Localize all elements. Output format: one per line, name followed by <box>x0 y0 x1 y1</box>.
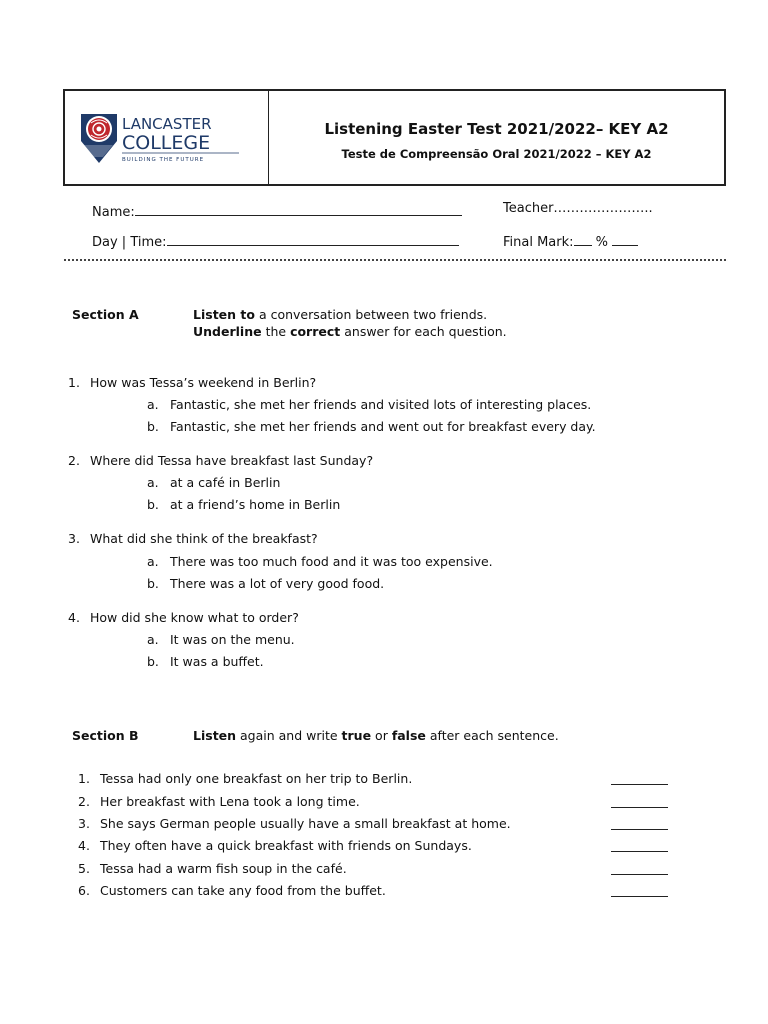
logo-cell <box>65 91 269 184</box>
tf-item-2: 2. Her breakfast with Lena took a long time. <box>78 794 360 809</box>
tf-item-1: 1. Tessa had only one breakfast on her trip to Berlin. <box>78 771 413 786</box>
tf-answer-blank-1[interactable] <box>611 784 668 785</box>
section-b-instructions: Listen again and write true or false after each sentence. <box>193 728 559 743</box>
logo-line2: COLLEGE <box>122 132 211 154</box>
q3-option-a[interactable]: a. There was too much food and it was too expensive. <box>147 554 493 569</box>
question-2: 2. Where did Tessa have breakfast last Sunday? <box>68 453 374 468</box>
mark-input-line[interactable] <box>574 231 592 246</box>
college-logo <box>79 111 244 167</box>
q4-option-b[interactable]: b. It was a buffet. <box>147 654 264 669</box>
tf-item-3: 3. She says German people usually have a small breakfast at home. <box>78 816 511 831</box>
tf-item-5: 5. Tessa had a warm fish soup in the café. <box>78 861 347 876</box>
q4-option-a[interactable]: a. It was on the menu. <box>147 632 295 647</box>
section-b-label: Section B <box>72 728 139 743</box>
day-time-label: Day | Time: <box>92 235 167 250</box>
q3-option-b[interactable]: b. There was a lot of very good food. <box>147 576 385 591</box>
question-3: 3. What did she think of the breakfast? <box>68 531 318 546</box>
q1-option-b[interactable]: b. Fantastic, she met her friends and went out for breakfast every day. <box>147 419 596 434</box>
test-title: Listening Easter Test 2021/2022– KEY A2 <box>324 120 669 138</box>
q1-option-a[interactable]: a. Fantastic, she met her friends and visited lots of interesting places. <box>147 397 592 412</box>
final-mark-field <box>503 231 638 250</box>
tf-item-6: 6. Customers can take any food from the buffet. <box>78 883 386 898</box>
q2-option-a[interactable]: a. at a café in Berlin <box>147 475 281 490</box>
question-4: 4. How did she know what to order? <box>68 610 299 625</box>
percent-input-line[interactable] <box>612 231 638 246</box>
day-time-input-line[interactable] <box>167 231 459 246</box>
title-cell <box>269 91 724 184</box>
tf-answer-blank-6[interactable] <box>611 896 668 897</box>
final-mark-label: Final Mark: <box>503 235 574 250</box>
tf-answer-blank-2[interactable] <box>611 807 668 808</box>
header-box <box>63 89 726 186</box>
name-input-line[interactable] <box>135 201 462 216</box>
teacher-label: Teacher………………….. <box>503 201 653 216</box>
tf-answer-blank-3[interactable] <box>611 829 668 830</box>
logo-line1: LANCASTER <box>122 115 212 133</box>
tf-answer-blank-4[interactable] <box>611 851 668 852</box>
teacher-field <box>503 201 653 216</box>
test-subtitle: Teste de Compreensão Oral 2021/2022 – KEY A2 <box>341 147 652 161</box>
section-a-instructions: Listen to a conversation between two friends. Underline the correct answer for each question. <box>193 307 507 339</box>
day-time-field <box>92 231 459 250</box>
tf-item-4: 4. They often have a quick breakfast with friends on Sundays. <box>78 838 472 853</box>
tf-answer-blank-5[interactable] <box>611 874 668 875</box>
section-a-label: Section A <box>72 307 139 322</box>
q2-option-b[interactable]: b. at a friend’s home in Berlin <box>147 497 341 512</box>
name-label: Name: <box>92 205 135 220</box>
percent-sign: % <box>595 235 609 250</box>
question-1: 1. How was Tessa’s weekend in Berlin? <box>68 375 317 390</box>
dotted-divider <box>64 259 726 261</box>
logo-tagline: BUILDING THE FUTURE <box>122 157 205 163</box>
name-field <box>92 201 462 220</box>
